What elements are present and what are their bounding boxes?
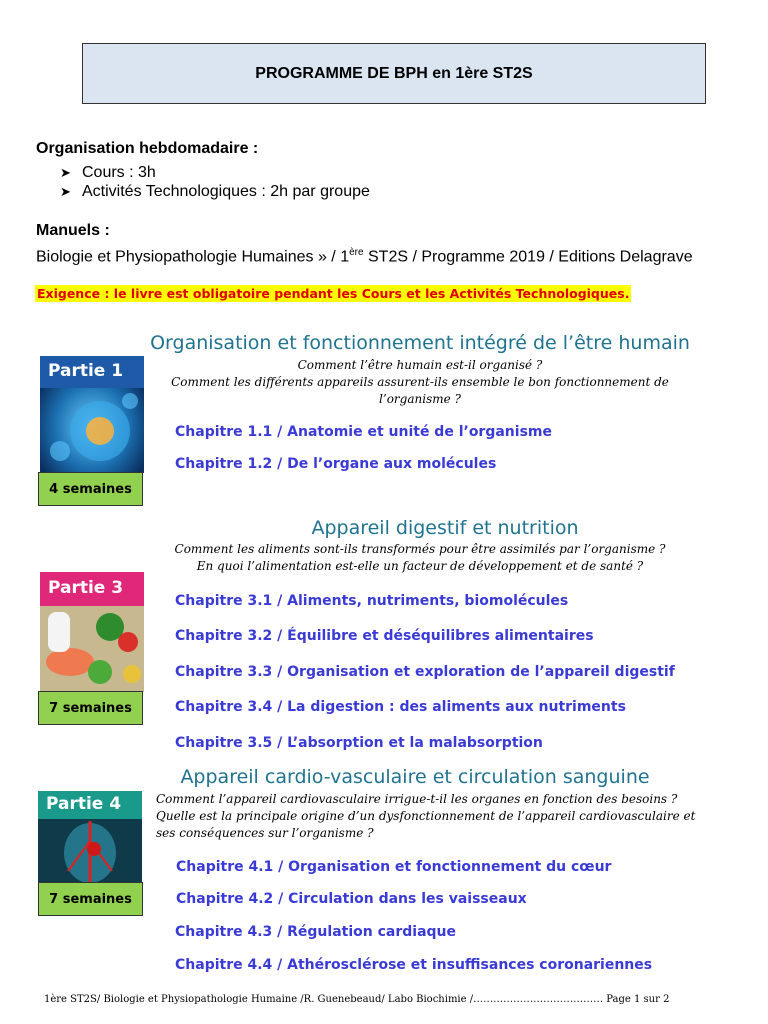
part-1-badge: Partie 1 — [48, 361, 124, 381]
chapter-3-2: Chapitre 3.2 / Équilibre et déséquilibres alimentaires — [175, 628, 594, 644]
exigence-note: Exigence : le livre est obligatoire pendant les Cours et les Activités Technologiques. — [37, 286, 630, 301]
part-1-weeks: 4 semaines — [38, 472, 143, 506]
chapter-3-5: Chapitre 3.5 / L’absorption et la malabsorption — [175, 735, 543, 751]
part-3-badge: Partie 3 — [48, 578, 124, 598]
part-1-heading: Organisation et fonctionnement intégré de l’être humain — [150, 332, 690, 354]
chapter-3-1: Chapitre 3.1 / Aliments, nutriments, biomolécules — [175, 593, 569, 609]
organisation-list — [60, 163, 370, 201]
manuels-heading: Manuels : — [36, 222, 110, 239]
part-1-image — [40, 356, 144, 473]
part-4-heading: Appareil cardio-vasculaire et circulation sanguine — [180, 766, 650, 788]
part-3-questions: Comment les aliments sont-ils transformés pour être assimilés par l’organisme ? En quoi l’alimentation est-elle un facteur de développement et de santé ? — [174, 542, 666, 573]
page-title-text: PROGRAMME DE BPH en 1ère ST2S — [255, 64, 533, 82]
part-4-badge: Partie 4 — [46, 794, 122, 814]
chapter-4-3: Chapitre 4.3 / Régulation cardiaque — [175, 924, 456, 940]
chapter-1-2: Chapitre 1.2 / De l’organe aux molécules — [175, 456, 497, 472]
chapter-4-4: Chapitre 4.4 / Athérosclérose et insuffisances coronariennes — [175, 957, 653, 973]
chapter-3-3: Chapitre 3.3 / Organisation et exploration de l’appareil digestif — [175, 664, 675, 680]
part-3-image — [40, 572, 144, 692]
chapter-1-1: Chapitre 1.1 / Anatomie et unité de l’organisme — [175, 424, 552, 440]
list-item: ➤ Activités Technologiques : 2h par groupe — [60, 183, 370, 200]
part-4-image — [38, 791, 142, 887]
organisation-heading: Organisation hebdomadaire : — [36, 140, 259, 157]
manuel-text: Biologie et Physiopathologie Humaines » / 1ère ST2S / Programme 2019 / Editions Delagrave — [36, 247, 693, 266]
part-3-heading: Appareil digestif et nutrition — [311, 517, 579, 539]
chapter-3-4: Chapitre 3.4 / La digestion : des aliments aux nutriments — [175, 699, 626, 715]
part-3-weeks: 7 semaines — [38, 691, 143, 725]
arrow-bullet-icon: ➤ — [60, 165, 71, 180]
arrow-bullet-icon: ➤ — [60, 184, 71, 199]
page-footer: 1ère ST2S/ Biologie et Physiopathologie Humaine /R. Guenebeaud/ Labo Biochimie /………………………………… Page 1 sur 2 — [44, 994, 670, 1005]
chapter-4-1: Chapitre 4.1 / Organisation et fonctionnement du cœur — [176, 859, 612, 875]
part-4-weeks: 7 semaines — [38, 882, 143, 916]
page-title — [82, 43, 706, 104]
part-1-questions: Comment l’être humain est-il organisé ? Comment les différents appareils assurent-ils ensemble le bon fonctionnement de l’organisme ? — [171, 358, 669, 406]
list-item: ➤ Cours : 3h — [60, 164, 156, 181]
part-4-questions: Comment l’appareil cardiovasculaire irrigue-t-il les organes en fonction des besoins ? Quelle est la principale origine d’un dysfonctionnement de l’appareil cardiovasculaire et ses conséquences sur l’organisme ? — [156, 792, 696, 840]
chapter-4-2: Chapitre 4.2 / Circulation dans les vaisseaux — [176, 891, 527, 907]
